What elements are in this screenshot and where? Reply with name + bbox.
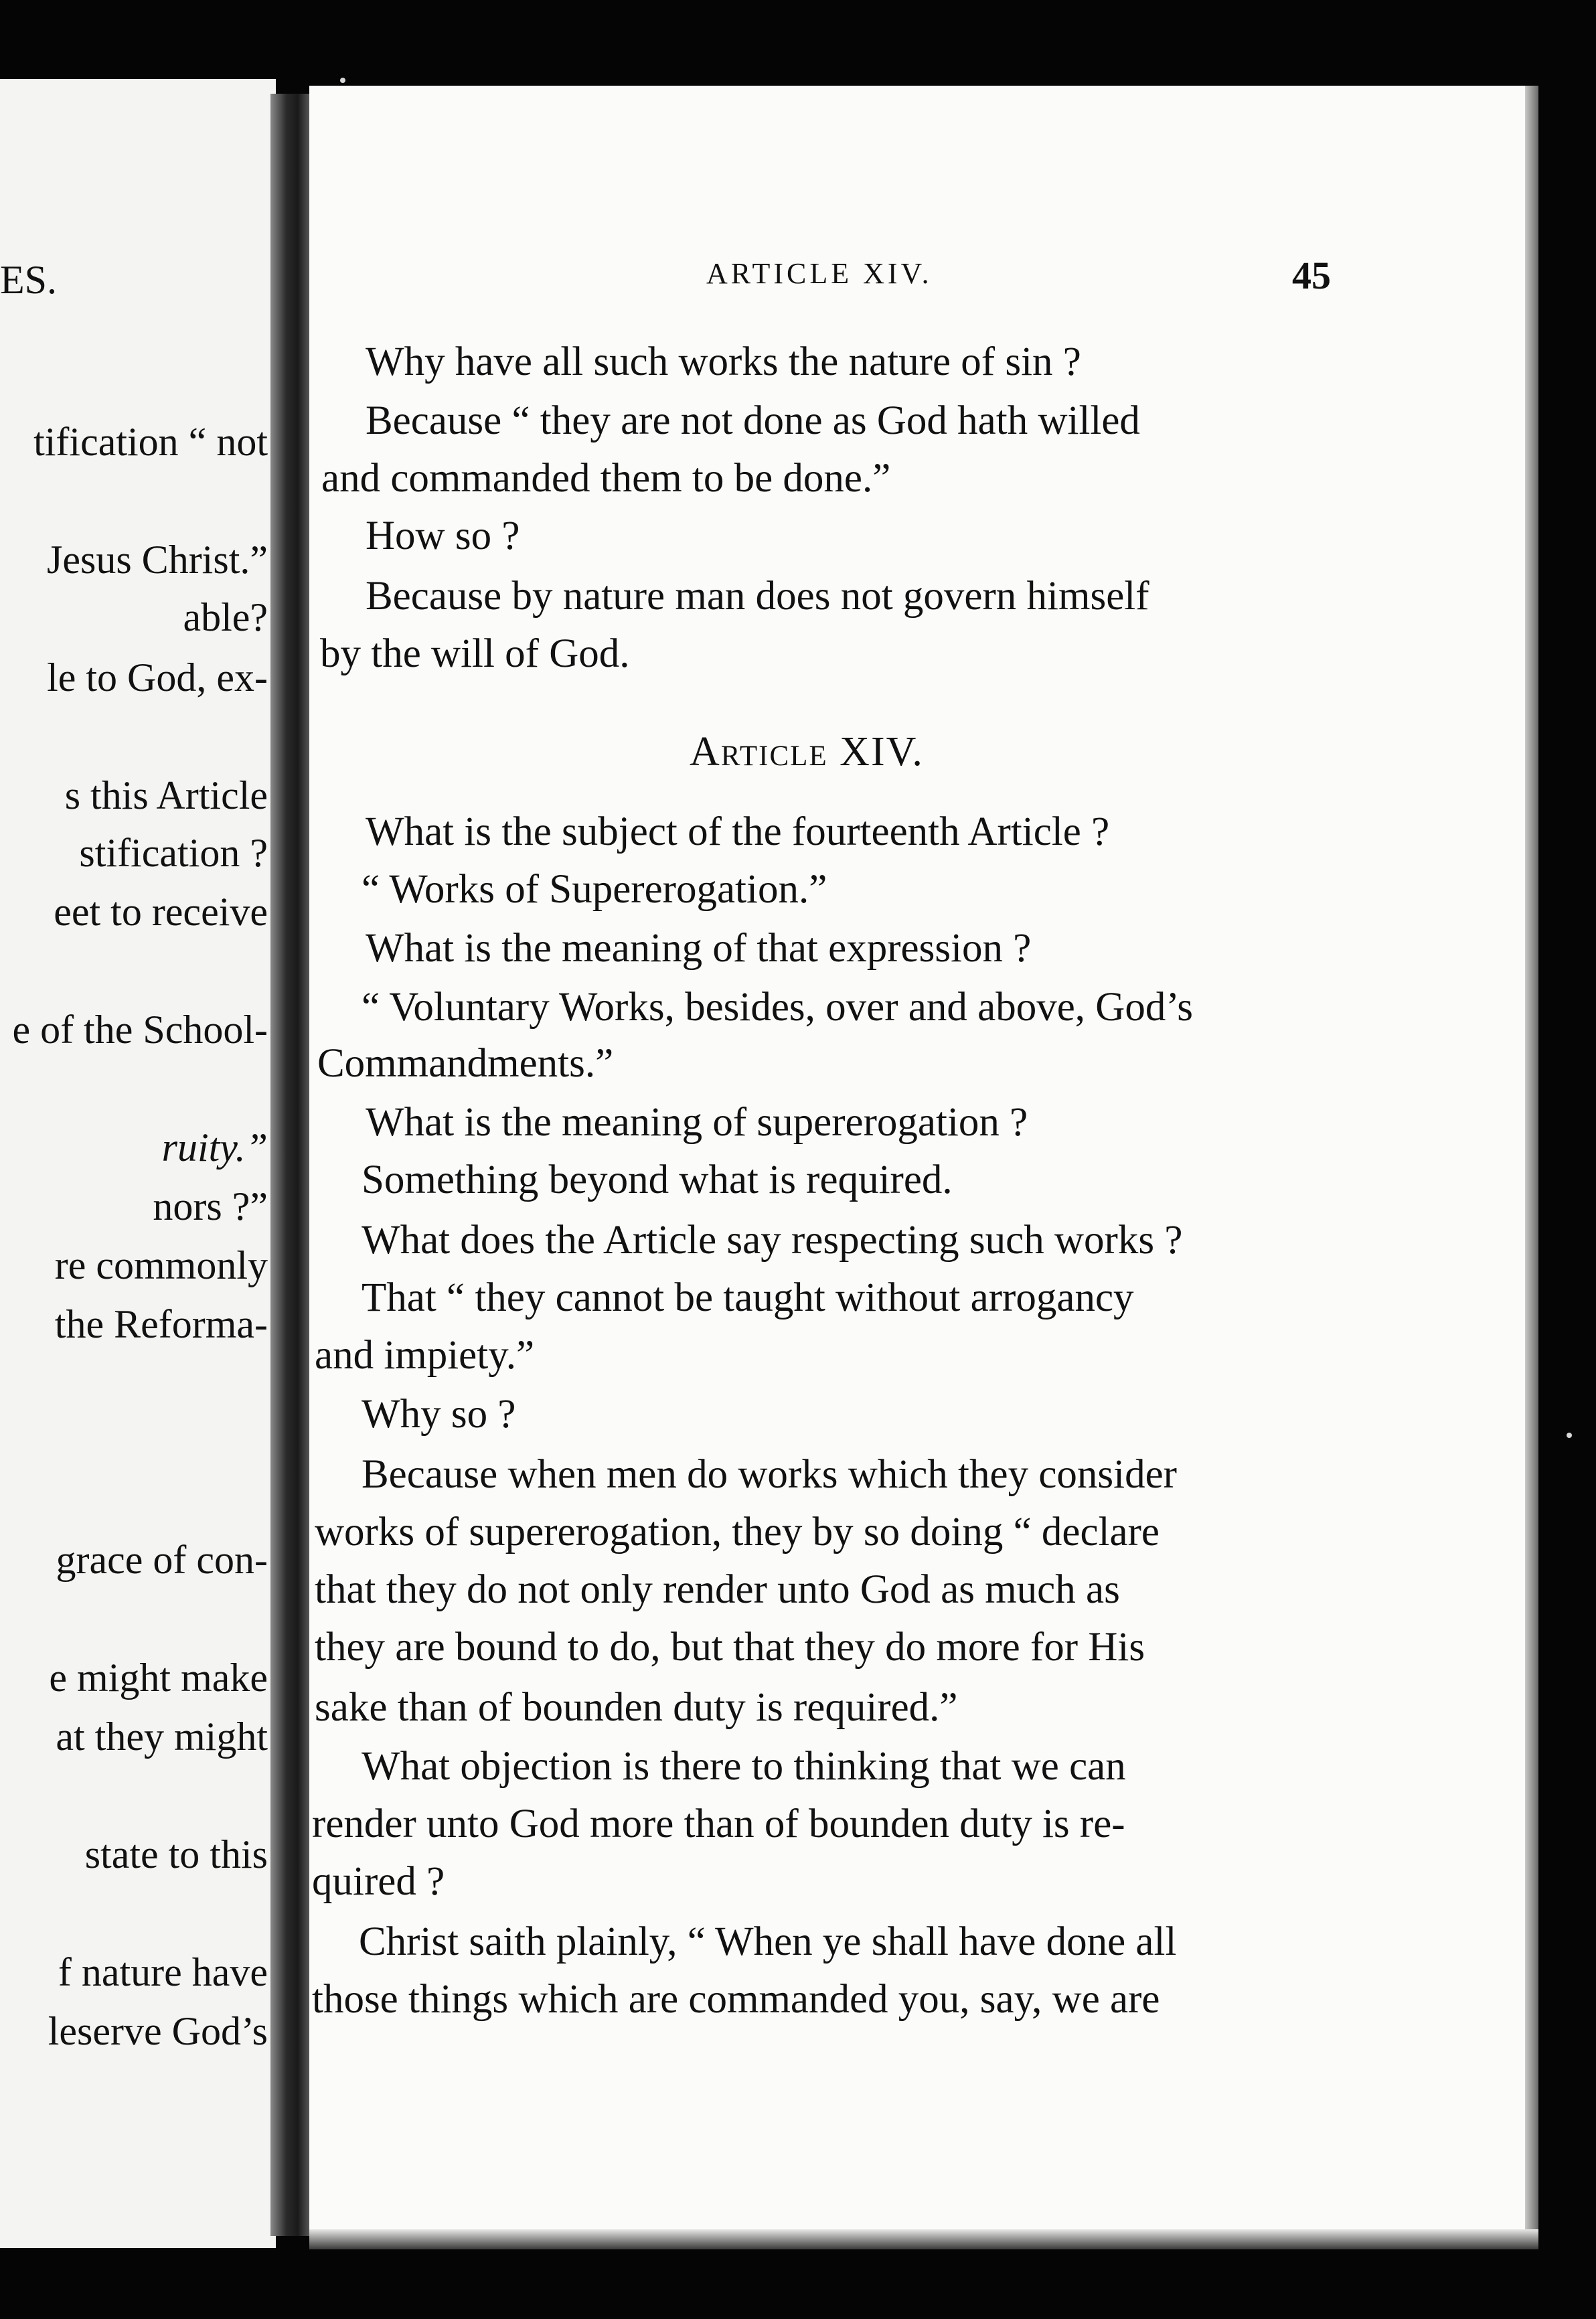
left-text-line: le to God, ex- [47, 655, 268, 700]
page-bottom-shadow [309, 2229, 1538, 2249]
left-text-line: state to this [84, 1832, 268, 1876]
left-text-line: Jesus Christ.” [47, 538, 268, 582]
left-text-line: re commonly [54, 1243, 268, 1287]
text-line: quired ? [312, 1859, 445, 1904]
text-line: Because “ they are not done as God hath willed [366, 398, 1140, 443]
text-line: by the will of God. [320, 631, 630, 676]
text-line: Why so ? [362, 1392, 516, 1437]
left-running-head: ES. [0, 258, 58, 302]
text-line: render unto God more than of bounden duty is re- [312, 1802, 1125, 1846]
text-line: those things which are commanded you, say, we are [312, 1977, 1160, 2022]
left-text-line: the Reforma- [54, 1302, 268, 1346]
left-text-line: f nature have [58, 1950, 268, 1994]
text-line: How so ? [366, 513, 520, 558]
left-text-line: at they might [56, 1714, 268, 1759]
left-text-line: grace of con- [56, 1538, 268, 1582]
text-line: What objection is there to thinking that we can [362, 1744, 1126, 1789]
text-line: “ Voluntary Works, besides, over and above, God’s [362, 985, 1194, 1030]
left-text-line: eet to receive [54, 890, 268, 934]
text-line: Why have all such works the nature of sin ? [366, 339, 1081, 384]
text-line: What does the Article say respecting such works ? [362, 1218, 1183, 1263]
dust-speck [1567, 1433, 1572, 1438]
left-text-line: tification “ not [33, 420, 268, 464]
text-line: and impiety.” [315, 1333, 535, 1378]
text-line: Christ saith plainly, “ When ye shall have done all [359, 1919, 1177, 1964]
left-text-line: able? [183, 595, 268, 639]
text-line: What is the meaning of that expression ? [366, 926, 1032, 971]
text-line: That “ they cannot be taught without arrogancy [362, 1275, 1134, 1320]
left-text-line: stification ? [79, 831, 268, 875]
text-line: and commanded them to be done.” [321, 456, 891, 501]
article-heading: Article XIV. [690, 729, 924, 775]
left-text-line: leserve God’s [48, 2009, 268, 2053]
text-line: Because when men do works which they consider [362, 1452, 1177, 1497]
text-line: they are bound to do, but that they do more for His [315, 1625, 1145, 1670]
text-line: What is the meaning of supererogation ? [366, 1100, 1028, 1145]
text-line: works of supererogation, they by so doing “ declare [315, 1510, 1160, 1554]
dust-speck [340, 78, 345, 83]
text-line: sake than of bounden duty is required.” [315, 1685, 958, 1730]
left-text-line: ruity.” [161, 1125, 268, 1170]
text-line: that they do not only render unto God as much as [315, 1567, 1120, 1612]
text-line: Something beyond what is required. [362, 1157, 953, 1202]
page-number: 45 [1292, 254, 1331, 297]
left-text-line: nors ?” [153, 1184, 268, 1228]
left-text-line: e might make [49, 1656, 268, 1700]
page-edge-shadow [1525, 86, 1538, 2249]
left-text-line: s this Article [64, 773, 268, 817]
left-text-line: e of the School- [12, 1008, 268, 1052]
left-page [0, 79, 276, 2248]
text-line: “ Works of Supererogation.” [362, 867, 827, 912]
text-line: Because by nature man does not govern himself [366, 574, 1149, 619]
running-head: ARTICLE XIV. [706, 257, 933, 290]
text-line: Commandments.” [317, 1041, 614, 1086]
text-line: What is the subject of the fourteenth Article ? [366, 809, 1110, 854]
